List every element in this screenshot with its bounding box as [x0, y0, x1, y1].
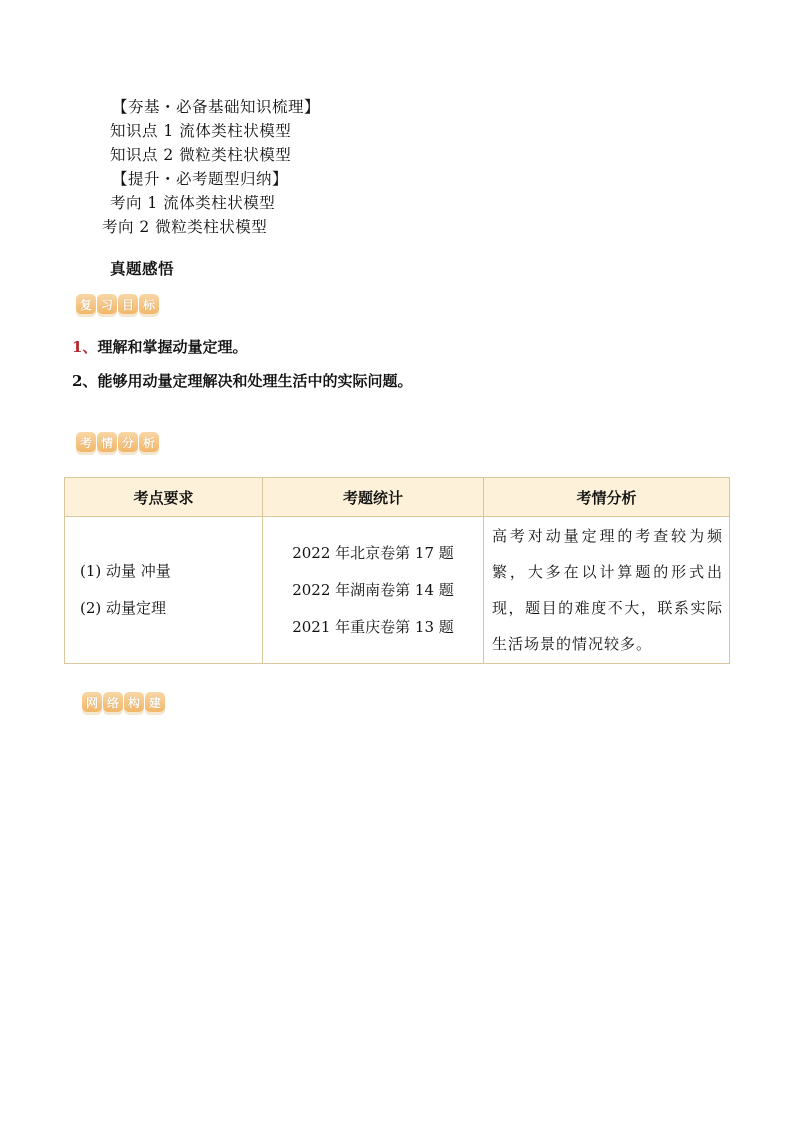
table-row: [65, 517, 730, 664]
goal-number: 2、: [72, 372, 98, 390]
badge-char: 习: [97, 294, 117, 314]
exam-analysis-table: [64, 477, 730, 664]
badge-char: 标: [139, 294, 159, 314]
header-requirements: 考点要求: [65, 478, 263, 517]
header-stats: 考题统计: [263, 478, 484, 517]
goal-number: 1、: [72, 338, 98, 356]
table-header-row: [65, 478, 730, 517]
stat-item: 2022 年湖南卷第 14 题: [292, 580, 454, 599]
badge-char: 复: [76, 294, 96, 314]
stats-cell: [263, 517, 484, 664]
toc-item-direction-2: 考向 2 微粒类柱状模型: [102, 218, 268, 236]
goal-item-2: [72, 370, 412, 391]
badge-char: 络: [103, 692, 123, 712]
badge-char: 分: [118, 432, 138, 452]
section-badge-review-goals: [76, 294, 159, 314]
section-badge-network: [82, 692, 165, 712]
badge-char: 考: [76, 432, 96, 452]
badge-char: 网: [82, 692, 102, 712]
toc-heading-advance: 【提升・必考题型归纳】: [112, 170, 289, 188]
stat-item: 2022 年北京卷第 17 题: [292, 543, 454, 562]
requirement-item: (1) 动量 冲量: [80, 562, 171, 580]
goal-text: 能够用动量定理解决和处理生活中的实际问题。: [97, 372, 413, 390]
badge-char: 构: [124, 692, 144, 712]
toc-item-direction-1: 考向 1 流体类柱状模型: [110, 194, 276, 212]
goal-text: 理解和掌握动量定理。: [97, 338, 248, 356]
analysis-cell: 高考对动量定理的考查较为频繁，大多在以计算题的形式出现，题目的难度不大，联系实际生活场景的情况较多。: [484, 517, 730, 664]
requirement-item: (2) 动量定理: [80, 599, 167, 617]
badge-char: 建: [145, 692, 165, 712]
stat-item: 2021 年重庆卷第 13 题: [292, 617, 454, 636]
section-badge-exam-analysis: [76, 432, 159, 452]
toc-heading-basics: 【夯基・必备基础知识梳理】: [112, 98, 321, 116]
badge-char: 析: [139, 432, 159, 452]
badge-char: 目: [118, 294, 138, 314]
badge-char: 情: [97, 432, 117, 452]
toc-item-knowledge-2: 知识点 2 微粒类柱状模型: [110, 146, 292, 164]
goal-item-1: [72, 336, 247, 357]
toc-item-real-exam: 真题感悟: [110, 259, 175, 278]
requirements-cell: [65, 517, 263, 664]
toc-item-knowledge-1: 知识点 1 流体类柱状模型: [110, 122, 292, 140]
header-analysis: 考情分析: [484, 478, 730, 517]
